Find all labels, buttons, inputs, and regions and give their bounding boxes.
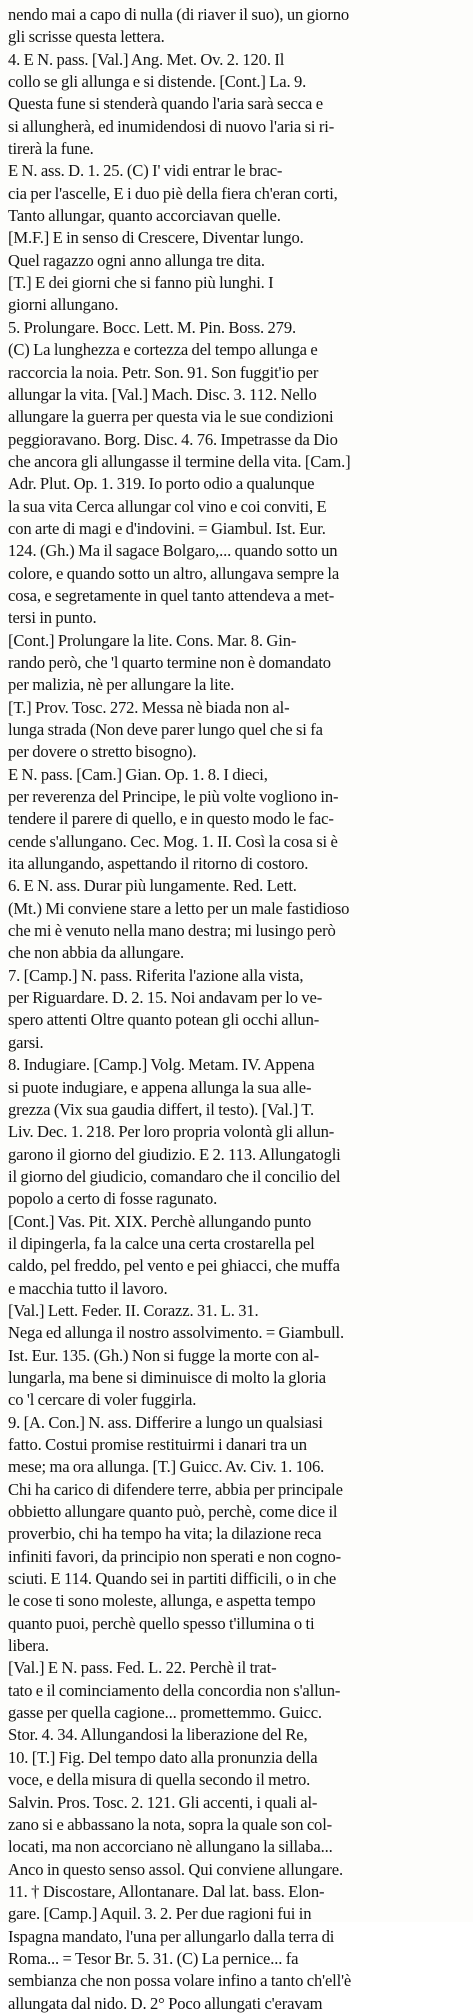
text-line: per malizia, nè per allungare la lite.	[8, 675, 235, 695]
text-line: grezza (Vix sua gaudia differt, il testo). [Val.] T.	[8, 1099, 315, 1119]
text-line: locati, ma non accorciano nè allungano la sillaba...	[8, 1837, 333, 1857]
text-line: voce, e della misura di quella secondo il metro.	[8, 1770, 311, 1790]
text-line: cosa, e segretamente in quel tanto attendeva a met-	[8, 585, 335, 605]
text-line: libera.	[8, 1636, 49, 1656]
text-line: nendo mai a capo di nulla (di riaver il suo), un giorno	[8, 5, 350, 24]
text-line: E N. ass. D. 1. 25. (C) I' vidi entrar le brac-	[8, 161, 283, 181]
text-line: garsi.	[8, 1032, 44, 1052]
text-line: [T.] E dei giorni che si fanno più lunghi. I	[8, 273, 274, 293]
text-line: Liv. Dec. 1. 218. Per loro propria volontà gli allun-	[8, 1122, 335, 1142]
text-line: (C) La lunghezza e cortezza del tempo allunga e	[8, 340, 318, 360]
text-line: per Riguardare. D. 2. 15. Noi andavam per lo ve-	[8, 988, 323, 1008]
text-line: mese; ma ora allunga. [T.] Guicc. Av. Civ. 1. 106.	[8, 1457, 325, 1477]
text-line: Ist. Eur. 135. (Gh.) Non si fugge la morte con al-	[8, 1345, 320, 1365]
text-line: infiniti favori, da principio non sperati e non cogno-	[8, 1546, 342, 1566]
text-line: Tanto allungar, quanto accorciavan quelle.	[8, 206, 281, 226]
text-line: [Cont.] Prolungare la lite. Cons. Mar. 8. Gin-	[8, 630, 297, 650]
text-line: che mi è venuto nella mano destra; mi lusingo però	[8, 921, 336, 941]
text-line: spero attenti Oltre quanto potean gli occhi allun-	[8, 1010, 320, 1030]
text-line: fatto. Costui promise restituirmi i danari tra un	[8, 1435, 307, 1454]
text-line: [M.F.] E in senso di Crescere, Diventar lungo.	[8, 228, 304, 248]
text-line: proverbio, chi ha tempo ha vita; la dilazione reca	[8, 1524, 322, 1544]
text-line: Anco in questo senso assol. Qui conviene allungare.	[8, 1859, 343, 1879]
text-line: garono il giorno del giudizio. E 2. 113. Allungatogli	[8, 1144, 341, 1164]
text-line: 7. [Camp.] N. pass. Riferita l'azione alla vista,	[8, 965, 304, 985]
text-line: ita allungando, aspettando il ritorno di costoro.	[8, 854, 309, 874]
text-line: 6. E N. ass. Durar più lungamente. Red. Lett.	[8, 876, 297, 896]
text-line: per dovere o stretto bisogno).	[8, 742, 197, 762]
text-line: 5. Prolungare. Bocc. Lett. M. Pin. Boss. 279.	[8, 317, 296, 337]
text-line: collo se gli allunga e si distende. [Cont.] La. 9.	[8, 72, 307, 92]
text-line: che non abbia da allungare.	[8, 943, 184, 963]
text-line: co 'l cercare di voler fuggirla.	[8, 1390, 197, 1410]
text-line: si puote indugiare, e appena allunga la sua alle-	[8, 1077, 312, 1097]
text-line: zano si e abbassano la nota, sopra la quale son col-	[8, 1814, 333, 1834]
text-line: 10. [T.] Fig. Del tempo dato alla pronunzia della	[8, 1747, 318, 1767]
text-line: Quel ragazzo ogni anno allunga tre dita.	[8, 250, 265, 270]
text-line: popolo a certo di fosse ragunato.	[8, 1189, 218, 1209]
text-line: gasse per quella cagione... promettemmo. Guicc.	[8, 1703, 322, 1723]
text-line: [T.] Prov. Tosc. 272. Messa nè biada non al-	[8, 697, 290, 717]
text-line: quanto puoi, perchè quello spesso t'illumina o ti	[8, 1613, 315, 1633]
text-line: tersi in punto.	[8, 608, 97, 628]
text-line: Chi ha carico di difendere terre, abbia per principale	[8, 1479, 343, 1499]
text-line: le cose ti sono moleste, allunga, e aspetta tempo	[8, 1591, 316, 1611]
text-line: cia per l'ascelle, E i duo piè della fiera ch'eran corti,	[8, 183, 338, 203]
text-line: allungar la vita. [Val.] Mach. Disc. 3. 112. Nello	[8, 384, 317, 404]
text-line: cende s'allungano. Cec. Mog. 1. II. Così la cosa si è	[8, 831, 338, 851]
text-line: raccorcia la noia. Petr. Son. 91. Son fuggit'io per	[8, 362, 319, 382]
text-line: tirerà la fune.	[8, 139, 94, 159]
text-line: la sua vita Cerca allungar col vino e coi conviti, E	[8, 496, 327, 516]
text-line: 11. † Discostare, Allontanare. Dal lat. bass. Elon-	[8, 1881, 325, 1901]
text-line: colore, e quando sotto un altro, allungava sempre la	[8, 563, 340, 583]
text-line: [Val.] Lett. Feder. II. Corazz. 31. L. 31.	[8, 1300, 259, 1320]
text-line: e macchia tutto il lavoro.	[8, 1278, 168, 1298]
text-line: con arte di magi e d'indovini. = Giambul. Ist. Eur.	[8, 518, 326, 538]
text-line: Adr. Plut. Op. 1. 319. Io porto odio a qualunque	[8, 474, 315, 494]
text-line: 4. E N. pass. [Val.] Ang. Met. Ov. 2. 120. Il	[8, 49, 285, 69]
text-line: lungarla, ma bene si diminuisce di molto la gloria	[8, 1367, 326, 1387]
text-line: il giorno del giudicio, comandaro che il concilio del	[8, 1166, 341, 1186]
text-line: Questa fune si stenderà quando l'aria sarà secca e	[8, 94, 323, 114]
text-line: per reverenza del Principe, le più volte vogliono in-	[8, 787, 339, 807]
text-line: sembianza che non possa volare infino a tanto ch'ell'è	[8, 1971, 352, 1991]
text-line: il dipingerla, fa la calce una certa crostarella pel	[8, 1233, 315, 1253]
text-line: giorni allungano.	[8, 295, 119, 315]
text-line: si allungherà, ed inumidendosi di nuovo l'aria si ri-	[8, 116, 335, 136]
text-line: obbietto allungare quanto può, perchè, come dice il	[8, 1502, 338, 1522]
text-line: Nega ed allunga il nostro assolvimento. = Giambull.	[8, 1323, 345, 1343]
text-line: allungare la guerra per questa via le sue condizioni	[8, 407, 334, 427]
text-line: lunga strada (Non deve parer lungo quel che si fa	[8, 720, 323, 739]
text-line: E N. pass. [Cam.] Gian. Op. 1. 8. I dieci,	[8, 764, 268, 784]
text-line: 9. [A. Con.] N. ass. Differire a lungo un qualsiasi	[8, 1412, 323, 1432]
text-line: tato e il cominciamento della concordia non s'allun-	[8, 1680, 341, 1700]
text-line: rando però, che 'l quarto termine non è domandato	[8, 652, 331, 672]
text-line: 124. (Gh.) Ma il sagace Bolgaro,... quando sotto un	[8, 541, 338, 561]
text-line: Stor. 4. 34. Allungandosi la liberazione del Re,	[8, 1725, 308, 1745]
text-line: che ancora gli allungasse il termine della vita. [Cam.]	[8, 451, 351, 471]
text-line: [Val.] E N. pass. Fed. L. 22. Perchè il trat-	[8, 1658, 277, 1678]
text-line: caldo, pel freddo, pel vento e pei ghiacci, che muffa	[8, 1256, 340, 1276]
text-line: gare. [Camp.] Aquil. 3. 2. Per due ragioni fui in	[8, 1904, 312, 1924]
text-line: Salvin. Pros. Tosc. 2. 121. Gli accenti, i quali al-	[8, 1792, 318, 1812]
text-line: tendere il parere di quello, e in questo modo le fac-	[8, 809, 334, 829]
text-line: 8. Indugiare. [Camp.] Volg. Metam. IV. Appena	[8, 1055, 315, 1075]
text-line: gli scrisse questa lettera.	[8, 27, 165, 47]
text-line: Ispagna mandato, l'una per allungarlo dalla terra di	[8, 1926, 335, 1946]
text-line: (Mt.) Mi conviene stare a letto per un male fastidioso	[8, 898, 350, 918]
text-line: allungata dal nido. D. 2° Poco allungati c'eravam	[8, 1993, 323, 2013]
dictionary-entry-text	[8, 4, 466, 2015]
text-line: Roma... = Tesor Br. 5. 31. (C) La pernice... fa	[8, 1948, 299, 1968]
text-line: [Cont.] Vas. Pit. XIX. Perchè allungando punto	[8, 1211, 312, 1231]
text-line: sciuti. E 114. Quando sei in partiti difficili, o in che	[8, 1569, 337, 1589]
text-line: peggioravano. Borg. Disc. 4. 76. Impetrasse da Dio	[8, 429, 338, 449]
